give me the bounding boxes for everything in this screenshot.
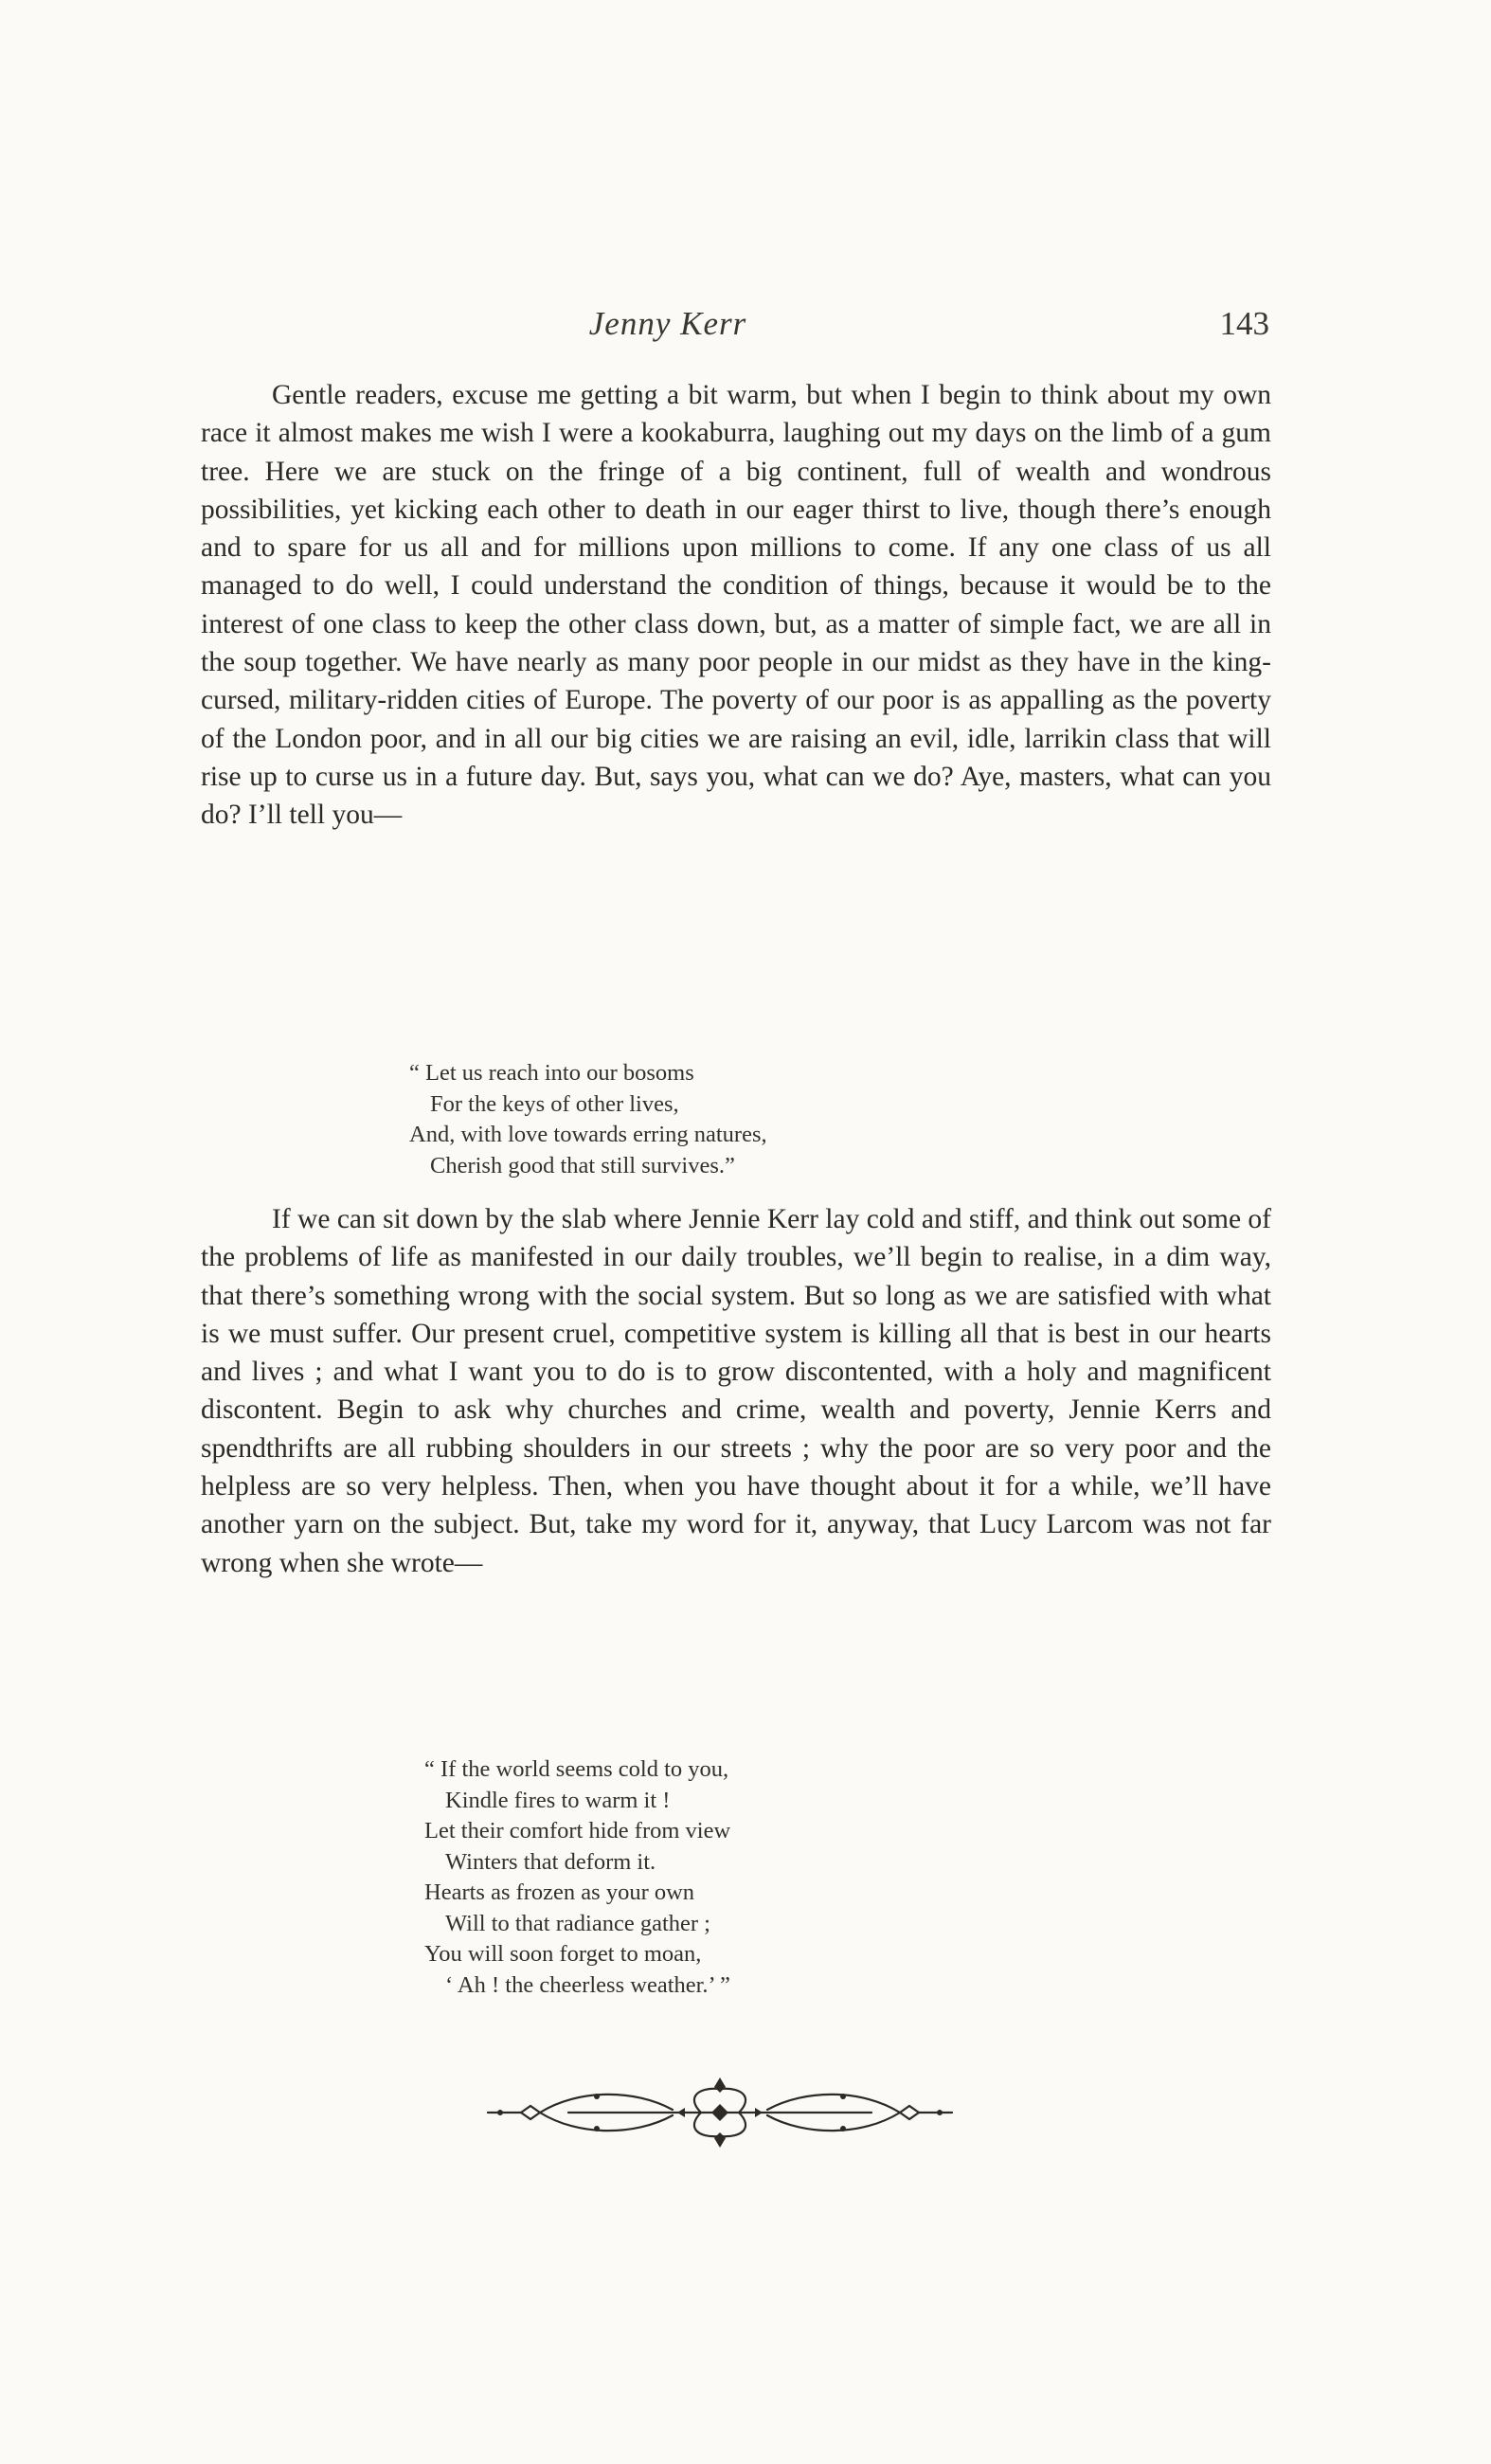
verse-quote-1 [409, 1058, 767, 1181]
body-paragraph-2: If we can sit down by the slab where Jennie Kerr lay cold and stiff, and think out some of the problems of life as manifested in our daily troubles, we’ll begin to realise, in a dim way, that there’s something wrong with the social system. But so long as we are satisfied with what is we must suffer. Our present cruel, competitive system is killing all that is best in our hearts and lives ; and what I want you to do is to grow discontented, with a holy and magnificent discontent. Begin to ask why churches and crime, wealth and poverty, Jennie Kerrs and spendthrifts are all rubbing shoulders in our streets ; why the poor are so very poor and the helpless are so very helpless. Then, when you have thought about it for a while, we’ll have another yarn on the subject. But, take my word for it, anyway, that Lucy Larcom was not far wrong when she wrote— [201, 1204, 1271, 1578]
verse-line: ‘ Ah ! the cheerless weather.’ ” [445, 1971, 730, 1998]
verse-line: Winters that deform it. [445, 1848, 656, 1875]
decorative-flourish-icon [483, 2070, 957, 2155]
verse-line: Let their comfort hide from view [424, 1818, 731, 1844]
verse-line: Cherish good that still survives.” [430, 1152, 735, 1178]
body-paragraph-1: Gentle readers, excuse me getting a bit warm, but when I begin to think about my own race it almost makes me wish I were a kookaburra, laughing out my days on the limb of a gum tree. Here we are stuck on the fringe of a big continent, full of wealth and wondrous possibilities, yet kicking each other to death in our eager thirst to live, though there’s enough and to spare for us all and for millions upon millions to come. If any one class of us all managed to do well, I could understand the condition of things, because it would be to the interest of one class to keep the other class down, but, as a matter of simple fact, we are all in the soup together. We have nearly as many poor people in our midst as they have in the king-cursed, military-ridden cities of Europe. The poverty of our poor is as appalling as the poverty of the London poor, and in all our big cities we are raising an evil, idle, larrikin class that will rise up to curse us in a future day. But, says you, what can we do? Aye, masters, what can you do? I’ll tell you— [201, 380, 1271, 831]
verse-line: And, with love towards erring natures, [409, 1122, 767, 1147]
verse-line: Kindle fires to warm it ! [445, 1787, 671, 1813]
verse-line: You will soon forget to moan, [424, 1941, 702, 1967]
verse-line: For the keys of other lives, [430, 1090, 679, 1117]
verse-line: “ Let us reach into our bosoms [409, 1060, 694, 1086]
verse-line: “ If the world seems cold to you, [424, 1756, 729, 1782]
page-number: 143 [1219, 305, 1269, 342]
running-head-title: Jenny Kerr [588, 305, 747, 342]
verse-line: Hearts as frozen as your own [424, 1879, 695, 1905]
verse-line: Will to that radiance gather ; [445, 1910, 710, 1936]
verse-quote-2 [424, 1754, 730, 2001]
